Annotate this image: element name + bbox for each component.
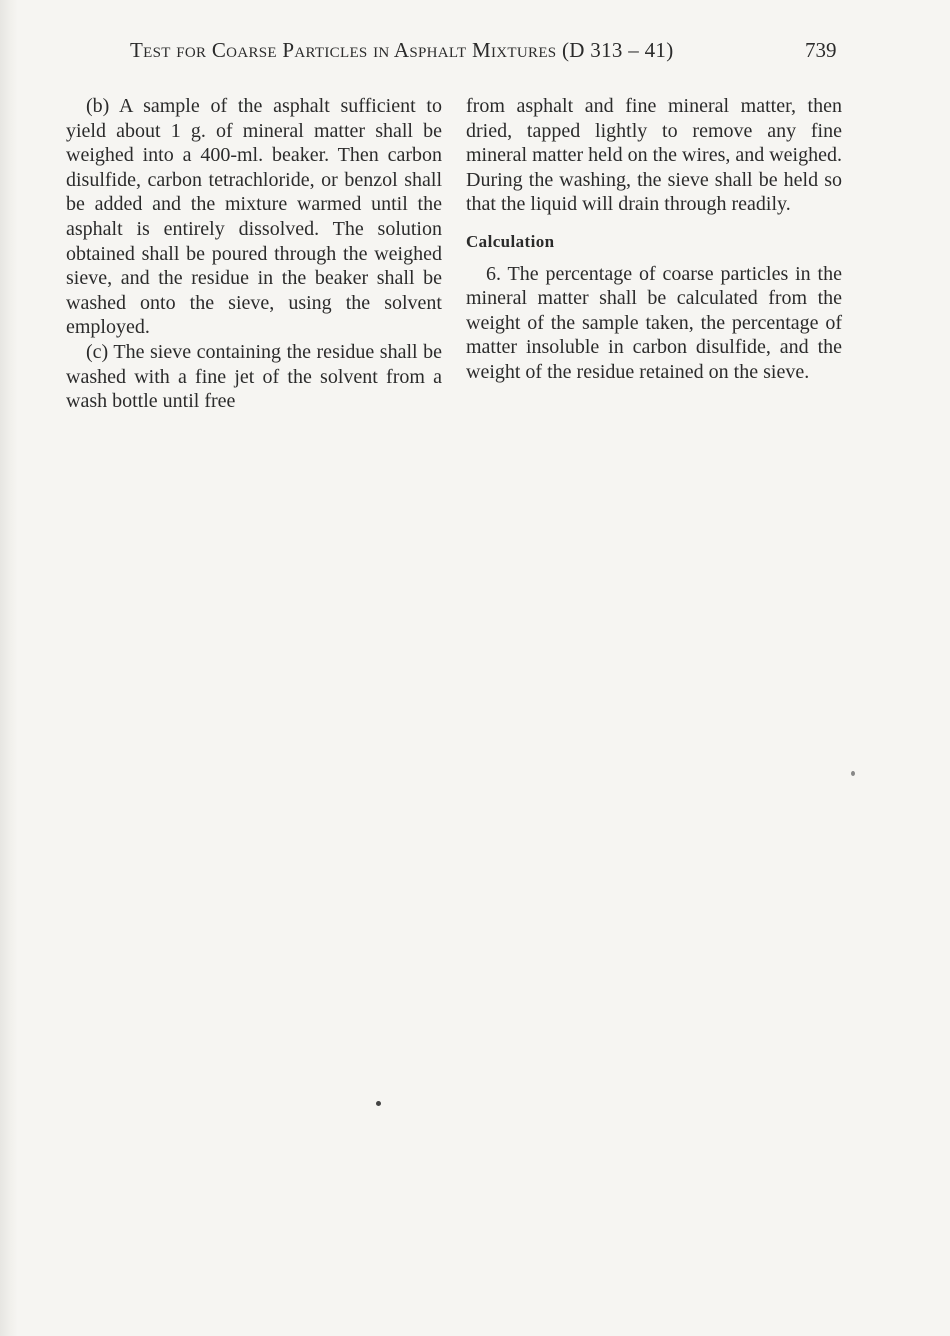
page-number: 739 — [805, 38, 837, 62]
right-column — [466, 94, 842, 385]
paragraph-6: 6. The percentage of coarse particles in the mineral matter shall be calculated from the weight of the sample taken, the percentage of matter insoluble in carbon disulfide, and the weight of the residue retained on the sieve. — [466, 262, 842, 383]
running-head-title: Test for Coarse Particles in Asphalt Mixtures (D 313 – 41) — [130, 38, 674, 62]
page-edge-shadow — [0, 0, 18, 1336]
section-heading-calculation: Calculation — [466, 231, 555, 251]
paragraph-c-continued: from asphalt and fine mineral matter, then dried, tapped lightly to remove any fine mineral matter held on the wires, and weighed. During the washing, the sieve shall be held so that the liquid will drain through readily. — [466, 95, 842, 216]
print-speck — [376, 1101, 381, 1106]
paragraph-c: (c) The sieve containing the residue shall be washed with a fine jet of the solvent from a wash bottle until free — [66, 340, 442, 413]
paragraph-b: (b) A sample of the asphalt sufficient to yield about 1 g. of mineral matter shall be weighed into a 400-ml. beaker. Then carbon disulfide, carbon tetrachloride, or benzol shall be added and the mixture warmed until the asphalt is entirely dissolved. The solution obtained shall be poured through the weighed sieve, and the residue in the beaker shall be washed onto the sieve, using the solvent employed. — [66, 95, 442, 339]
left-column — [66, 94, 442, 414]
print-speck — [851, 771, 855, 776]
